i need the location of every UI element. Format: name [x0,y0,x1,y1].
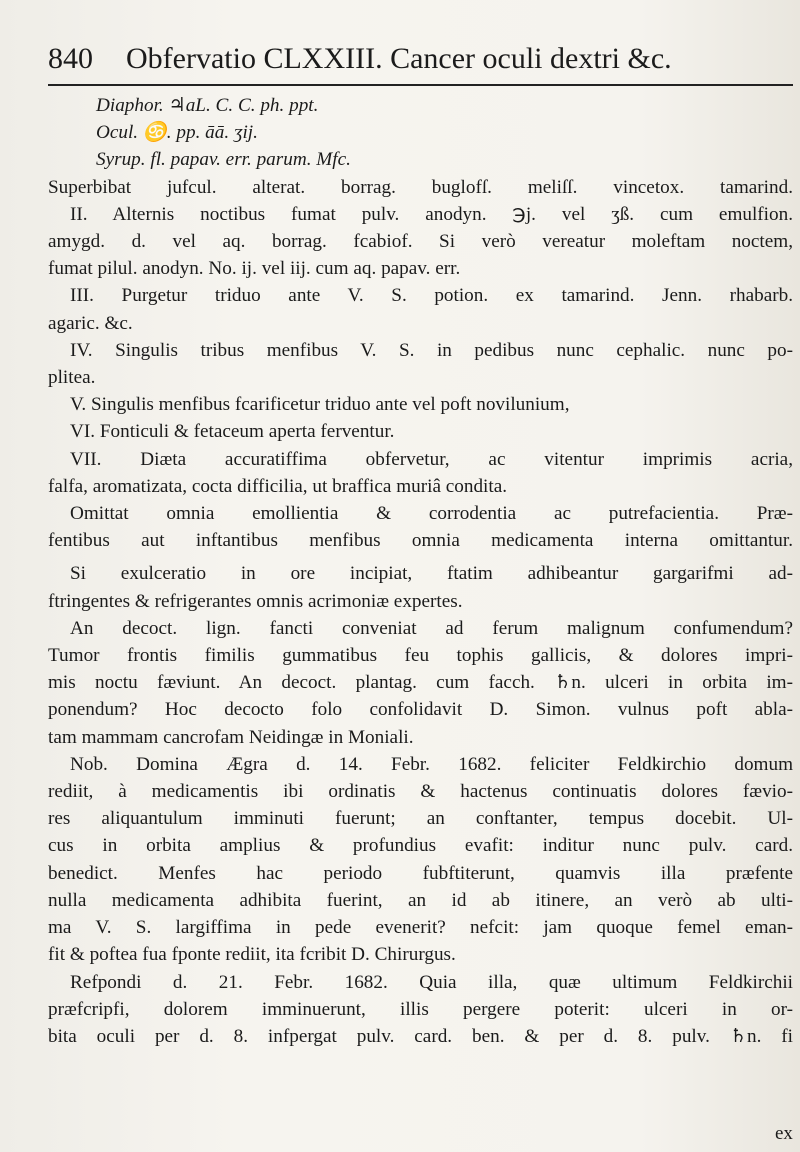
paragraph-line: fentibus aut inftantibus menfibus omnia medicamenta interna omittantur. [48,530,793,552]
paragraph-line: fit & poftea fua fponte rediit, ita fcribit D. Chirurgus. [48,944,456,966]
paragraph-line: plitea. [48,367,96,389]
paragraph-line: V. Singulis menfibus fcarificetur triduo ante vel poft novilunium, [70,394,570,416]
paragraph-line: falfa, aromatizata, cocta difficilia, ut braffica muriâ condita. [48,475,508,497]
paragraph-line: Tumor frontis fimilis gummatibus feu tophis gallicis, & dolores impri- [48,645,793,667]
catchword: ex [775,1123,793,1144]
paragraph-line: fumat pilul. anodyn. No. ij. vel iij. cum aq. papav. err. [48,258,461,280]
paragraph-line: benedict. Menfes hac periodo fubftiterunt, quamvis illa præfente [48,862,793,884]
page-header [48,36,793,82]
paragraph-line: ftringentes & refrigerantes omnis acrimoniæ expertes. [48,590,463,612]
paragraph-line: res aliquantulum imminuti fuerunt; an conftanter, tempus docebit. Ul- [48,808,793,830]
body-text [48,92,793,1050]
paragraph-line: bita oculi per d. 8. infpergat pulv. card. ben. & per d. 8. pulv. ♄n. fi [48,1025,793,1047]
paragraph-line: Omittat omnia emollientia & corrodentia ac putrefacientia. Præ- [70,503,793,525]
paragraph-line: IV. Singulis tribus menfibus V. S. in pedibus nunc cephalic. nunc po- [70,339,793,361]
paragraph-line: mis noctu fæviunt. An decoct. plantag. cum facch. ♄n. ulceri in orbita im- [48,672,793,694]
paragraph-line: Si exulceratio in ore incipiat, ftatim adhibeantur gargarifmi ad- [70,563,793,585]
paragraph-line: nulla medicamenta adhibita fuerint, an id ab itinere, an verò ab ulti- [48,889,793,911]
paragraph-line: tam mammam cancrofam Neidingæ in Moniali. [48,726,414,748]
recipe-line: Ocul. ♋. pp. āā. ʒij. [96,122,258,144]
paragraph-line: ponendum? Hoc decocto folo confolidavit D. Simon. vulnus poft abla- [48,699,793,721]
paragraph-line: VI. Fonticuli & fetaceum aperta ferventur. [70,421,395,443]
paragraph-line: An decoct. lign. fancti conveniat ad ferum malignum confumendum? [70,617,793,639]
paragraph-line: agaric. &c. [48,312,133,334]
paragraph-line: Nob. Domina Ægra d. 14. Febr. 1682. feliciter Feldkirchio domum [70,753,793,775]
paragraph-line: III. Purgetur triduo ante V. S. potion. ex tamarind. Jenn. rhabarb. [70,285,793,307]
paragraph-line: II. Alternis noctibus fumat pulv. anodyn. ℈j. vel ʒß. cum emulfion. [70,203,793,225]
recipe-line: Syrup. fl. papav. err. parum. Mfc. [96,149,351,171]
paragraph-line: præfcripfi, dolorem imminuerunt, illis pergere poterit: ulceri in or- [48,998,793,1020]
recipe-line: Diaphor. ♃aL. C. C. ph. ppt. [96,95,319,116]
paragraph-line: rediit, à medicamentis ibi ordinatis & hactenus continuatis dolores fævio- [48,781,793,803]
paragraph-line: ma V. S. largiffima in pede evenerit? nefcit: jam quoque femel eman- [48,917,793,939]
paragraph-line: Refpondi d. 21. Febr. 1682. Quia illa, quæ ultimum Feldkirchii [70,971,793,993]
running-title: Obfervatio CLXXIII. Cancer oculi dextri &c. [126,42,672,75]
paragraph-line: Superbibat jufcul. alterat. borrag. buglofſ. meliſſ. vincetox. tamarind. [48,176,793,198]
paragraph-line: amygd. d. vel aq. borrag. fcabiof. Si verò vereatur moleftam noctem, [48,231,793,253]
page-number: 840 [48,42,93,75]
header-rule [48,84,793,86]
paragraph-line: cus in orbita amplius & profundius evafit: inditur nunc pulv. card. [48,835,793,857]
paragraph-line: VII. Diæta accuratiffima obfervetur, ac vitentur imprimis acria, [70,448,793,470]
